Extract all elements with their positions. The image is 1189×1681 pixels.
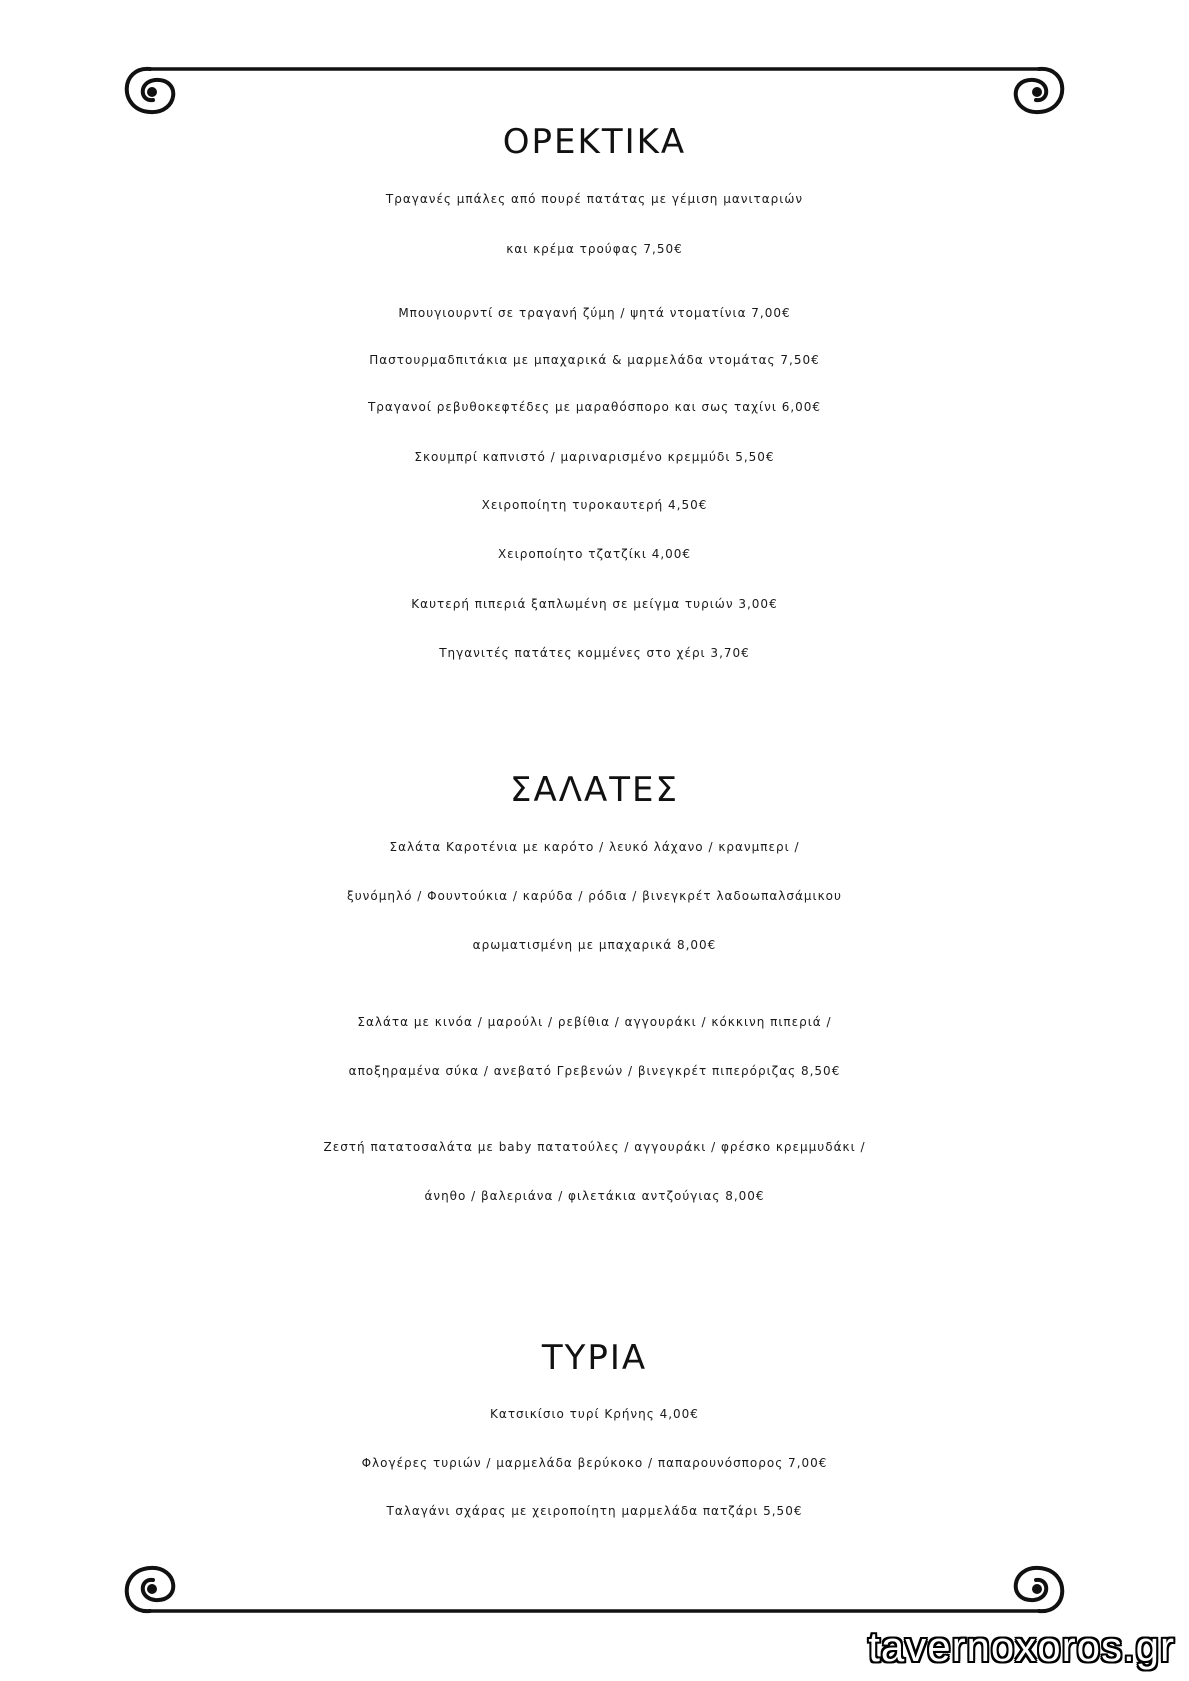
- menu-line: Παστουρμαδπιτάκια με μπαχαρικά & μαρμελάδα ντομάτας 7,50€: [369, 353, 820, 367]
- menu-line: Τραγανοί ρεβυθοκεφτέδες με μαραθόσπορο και σως ταχίνι 6,00€: [367, 400, 822, 414]
- menu-line: Μπουγιουρντί σε τραγανή ζύμη / ψητά ντοματίνια 7,00€: [398, 306, 791, 320]
- menu-line: αποξηραμένα σύκα / ανεβατό Γρεβενών / βινεγκρέτ πιπερόριζας 8,50€: [348, 1064, 841, 1078]
- menu-line: Ταλαγάνι σχάρας με χειροποίητη μαρμελάδα πατζάρι 5,50€: [386, 1504, 803, 1518]
- menu-line: Σαλάτα Καροτένια με καρότο / λευκό λάχανο / κρανμπερι /: [389, 840, 800, 854]
- swirl-bottom-right-icon: [1016, 1568, 1063, 1611]
- menu-line: Ζεστή πατατοσαλάτα με baby πατατούλες / αγγουράκι / φρέσκο κρεμμυδάκι /: [323, 1140, 866, 1154]
- menu-line: Χειροποίητη τυροκαυτερή 4,50€: [481, 498, 708, 512]
- swirl-bottom-left-icon: [127, 1568, 174, 1611]
- watermark: tavernoxoros.gr: [868, 1623, 1175, 1670]
- section-title-salates: ΣΑΛΑΤΕΣ: [510, 770, 679, 810]
- section-title-orektika: ΟΡΕΚΤΙΚΑ: [502, 122, 687, 162]
- menu-line: Χειροποίητο τζατζίκι 4,00€: [497, 547, 692, 561]
- menu-line: Τηγανιτές πατάτες κομμένες στο χέρι 3,70€: [439, 646, 750, 660]
- menu-line: άνηθο / βαλεριάνα / φιλετάκια αντζούγιας 8,00€: [424, 1189, 765, 1203]
- menu-line: Φλογέρες τυριών / μαρμελάδα βερύκοκο / παπαρουνόσπορος 7,00€: [361, 1456, 828, 1470]
- section-title-tyria: ΤΥΡΙΑ: [541, 1338, 648, 1378]
- menu-line: Καυτερή πιπεριά ξαπλωμένη σε μείγμα τυριών 3,00€: [411, 597, 778, 611]
- menu-line: Κατσικίσιο τυρί Κρήνης 4,00€: [490, 1407, 699, 1421]
- menu-line: και κρέμα τρούφας 7,50€: [506, 242, 683, 256]
- menu-line: Τραγανές μπάλες από πουρέ πατάτας με γέμιση μανιταριών: [385, 192, 804, 206]
- menu-line: ξυνόμηλό / Φουντούκια / καρύδα / ρόδια / βινεγκρέτ λαδοωπαλσάμικου: [347, 889, 842, 903]
- menu-line: αρωματισμένη με μπαχαρικά 8,00€: [472, 938, 717, 952]
- swirl-top-left-icon: [127, 69, 174, 112]
- menu-line: Σαλάτα με κινόα / μαρούλι / ρεβίθια / αγγουράκι / κόκκινη πιπεριά /: [357, 1015, 832, 1029]
- menu-line: Σκουμπρί καπνιστό / μαριναρισμένο κρεμμύδι 5,50€: [414, 450, 775, 464]
- swirl-top-right-icon: [1016, 69, 1063, 112]
